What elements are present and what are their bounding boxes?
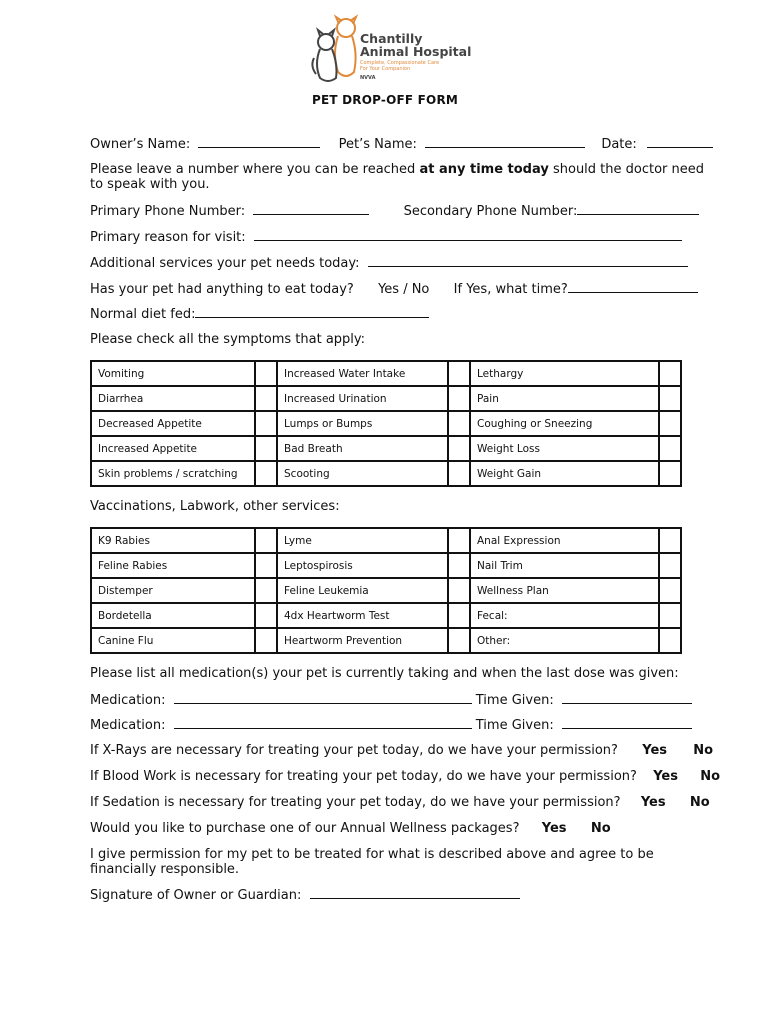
table-row — [91, 436, 681, 461]
services-checkbox[interactable] — [659, 528, 681, 553]
table-row — [91, 553, 681, 578]
additional-services-label: Additional services your pet needs today: — [90, 256, 360, 271]
time-given-label: Time Given: — [475, 693, 554, 708]
medication-label: Medication: — [90, 718, 166, 733]
medication-field-2[interactable] — [174, 717, 472, 729]
services-checkbox[interactable] — [255, 528, 277, 553]
signature-field[interactable] — [310, 887, 520, 899]
signature-label: Signature of Owner or Guardian: — [90, 888, 302, 903]
date-field[interactable] — [647, 136, 713, 148]
eat-row — [90, 281, 698, 297]
primary-phone-field[interactable] — [253, 203, 369, 215]
pet-name-label: Pet’s Name: — [338, 137, 417, 152]
permission-question: If Sedation is necessary for treating your pet today, do we have your permission? — [90, 795, 621, 810]
services-table — [90, 527, 682, 654]
consent-line-2: financially responsible. — [90, 862, 240, 877]
symptoms-checkbox[interactable] — [448, 386, 470, 411]
medication-row-2 — [90, 717, 692, 733]
permission-question: If Blood Work is necessary for treating your pet today, do we have your permission? — [90, 769, 637, 784]
services-checkbox[interactable] — [659, 603, 681, 628]
wellness-package-row — [90, 821, 611, 836]
services-label: Leptospirosis — [277, 553, 448, 578]
services-checkbox[interactable] — [448, 628, 470, 653]
symptoms-label: Skin problems / scratching — [91, 461, 255, 486]
symptoms-checkbox[interactable] — [659, 436, 681, 461]
symptoms-checkbox[interactable] — [448, 411, 470, 436]
symptoms-label: Weight Loss — [470, 436, 659, 461]
diet-label: Normal diet fed: — [90, 307, 196, 322]
services-label: Heartworm Prevention — [277, 628, 448, 653]
owner-name-label: Owner’s Name: — [90, 137, 191, 152]
symptoms-label: Vomiting — [91, 361, 255, 386]
symptoms-label: Increased Water Intake — [277, 361, 448, 386]
symptoms-label: Lethargy — [470, 361, 659, 386]
form-title: PET DROP-OFF FORM — [311, 93, 459, 107]
table-row — [91, 411, 681, 436]
symptoms-checkbox[interactable] — [255, 386, 277, 411]
secondary-phone-field[interactable] — [577, 203, 699, 215]
owner-pet-date-row — [90, 136, 713, 152]
symptoms-checkbox[interactable] — [659, 461, 681, 486]
medication-row-1 — [90, 692, 692, 708]
phone-row — [90, 203, 699, 219]
table-row — [91, 578, 681, 603]
services-label: Lyme — [277, 528, 448, 553]
reach-instructions — [90, 162, 704, 177]
bloodwork-permission-row — [90, 769, 720, 784]
table-row — [91, 528, 681, 553]
clinic-tagline: Complete, Compassionate Care For Your Companion — [360, 60, 440, 72]
symptoms-label: Diarrhea — [91, 386, 255, 411]
affiliation-label: NVVA — [360, 75, 376, 81]
symptoms-label: Coughing or Sneezing — [470, 411, 659, 436]
services-label: 4dx Heartworm Test — [277, 603, 448, 628]
symptoms-checkbox[interactable] — [448, 361, 470, 386]
symptoms-heading: Please check all the symptoms that apply: — [90, 332, 366, 347]
services-checkbox[interactable] — [448, 528, 470, 553]
table-row — [91, 603, 681, 628]
services-label: Wellness Plan — [470, 578, 659, 603]
symptoms-table — [90, 360, 682, 487]
symptoms-label: Increased Appetite — [91, 436, 255, 461]
reach-instructions-line2: to speak with you. — [90, 177, 210, 192]
symptoms-checkbox[interactable] — [659, 386, 681, 411]
services-checkbox[interactable] — [448, 603, 470, 628]
symptoms-checkbox[interactable] — [659, 411, 681, 436]
permission-yes-option[interactable]: Yes — [653, 769, 678, 784]
table-row — [91, 461, 681, 486]
diet-row — [90, 306, 429, 322]
services-checkbox[interactable] — [255, 578, 277, 603]
symptoms-checkbox[interactable] — [255, 361, 277, 386]
symptoms-checkbox[interactable] — [659, 361, 681, 386]
services-label: Nail Trim — [470, 553, 659, 578]
clinic-logo — [308, 14, 472, 86]
owner-name-field[interactable] — [198, 136, 320, 148]
services-checkbox[interactable] — [255, 553, 277, 578]
services-checkbox[interactable] — [659, 553, 681, 578]
symptoms-checkbox[interactable] — [448, 436, 470, 461]
pet-name-field[interactable] — [425, 136, 585, 148]
permission-no-option[interactable]: No — [689, 795, 710, 810]
secondary-phone-label: Secondary Phone Number: — [403, 204, 578, 219]
permission-question: Would you like to purchase one of our Annual Wellness packages? — [90, 821, 520, 836]
services-checkbox[interactable] — [448, 553, 470, 578]
services-label: Feline Rabies — [91, 553, 255, 578]
time-given-field-1[interactable] — [562, 692, 692, 704]
date-label: Date: — [601, 137, 637, 152]
consent-line-1: I give permission for my pet to be treated for what is described above and agree to be — [90, 847, 654, 862]
primary-phone-label: Primary Phone Number: — [90, 204, 246, 219]
services-checkbox[interactable] — [659, 628, 681, 653]
symptoms-checkbox[interactable] — [448, 461, 470, 486]
services-label: Other: — [470, 628, 659, 653]
eat-time-label: If Yes, what time? — [453, 282, 568, 297]
symptoms-label: Weight Gain — [470, 461, 659, 486]
symptoms-label: Decreased Appetite — [91, 411, 255, 436]
permission-yes-option[interactable]: Yes — [541, 821, 567, 836]
symptoms-checkbox[interactable] — [255, 461, 277, 486]
services-checkbox[interactable] — [448, 578, 470, 603]
reason-label: Primary reason for visit: — [90, 230, 246, 245]
sedation-permission-row — [90, 795, 710, 810]
services-label: K9 Rabies — [91, 528, 255, 553]
time-given-label: Time Given: — [475, 718, 554, 733]
symptoms-checkbox[interactable] — [255, 411, 277, 436]
services-heading: Vaccinations, Labwork, other services: — [90, 499, 340, 514]
table-row — [91, 386, 681, 411]
symptoms-label: Lumps or Bumps — [277, 411, 448, 436]
medication-heading: Please list all medication(s) your pet is currently taking and when the last dose was given: — [90, 666, 679, 681]
xray-permission-row — [90, 743, 713, 758]
permission-yes-option[interactable]: Yes — [642, 743, 668, 758]
additional-services-row — [90, 255, 688, 271]
symptoms-label: Scooting — [277, 461, 448, 486]
reach-text: Please leave a number where you can be reached — [90, 162, 420, 177]
clinic-name: Chantilly Animal Hospital — [360, 31, 472, 59]
permission-question: If X-Rays are necessary for treating your pet today, do we have your permission? — [90, 743, 618, 758]
permission-no-option[interactable]: No — [700, 769, 721, 784]
permission-yes-option[interactable]: Yes — [640, 795, 666, 810]
eat-yes-no-option[interactable]: Yes / No — [378, 282, 430, 297]
services-label: Distemper — [91, 578, 255, 603]
services-label: Bordetella — [91, 603, 255, 628]
eat-question: Has your pet had anything to eat today? — [90, 282, 354, 297]
permission-no-option[interactable]: No — [590, 821, 611, 836]
table-row — [91, 628, 681, 653]
reach-text-emphasis: at any time today — [419, 162, 549, 177]
symptoms-checkbox[interactable] — [255, 436, 277, 461]
services-label: Anal Expression — [470, 528, 659, 553]
reason-field[interactable] — [254, 229, 682, 241]
services-label: Feline Leukemia — [277, 578, 448, 603]
symptoms-label: Pain — [470, 386, 659, 411]
time-given-field-2[interactable] — [562, 717, 692, 729]
symptoms-label: Increased Urination — [277, 386, 448, 411]
table-row — [91, 361, 681, 386]
additional-services-field[interactable] — [368, 255, 688, 267]
medication-label: Medication: — [90, 693, 166, 708]
services-checkbox[interactable] — [659, 578, 681, 603]
diet-field[interactable] — [195, 306, 429, 318]
services-label: Canine Flu — [91, 628, 255, 653]
services-label: Fecal: — [470, 603, 659, 628]
services-checkbox[interactable] — [255, 628, 277, 653]
reason-row — [90, 229, 682, 245]
permission-no-option[interactable]: No — [693, 743, 714, 758]
dog-cat-logo-icon — [308, 14, 360, 84]
signature-row — [90, 887, 520, 903]
services-checkbox[interactable] — [255, 603, 277, 628]
symptoms-label: Bad Breath — [277, 436, 448, 461]
medication-field-1[interactable] — [174, 692, 472, 704]
eat-time-field[interactable] — [568, 281, 698, 293]
reach-text-end: should the doctor need — [548, 162, 705, 177]
